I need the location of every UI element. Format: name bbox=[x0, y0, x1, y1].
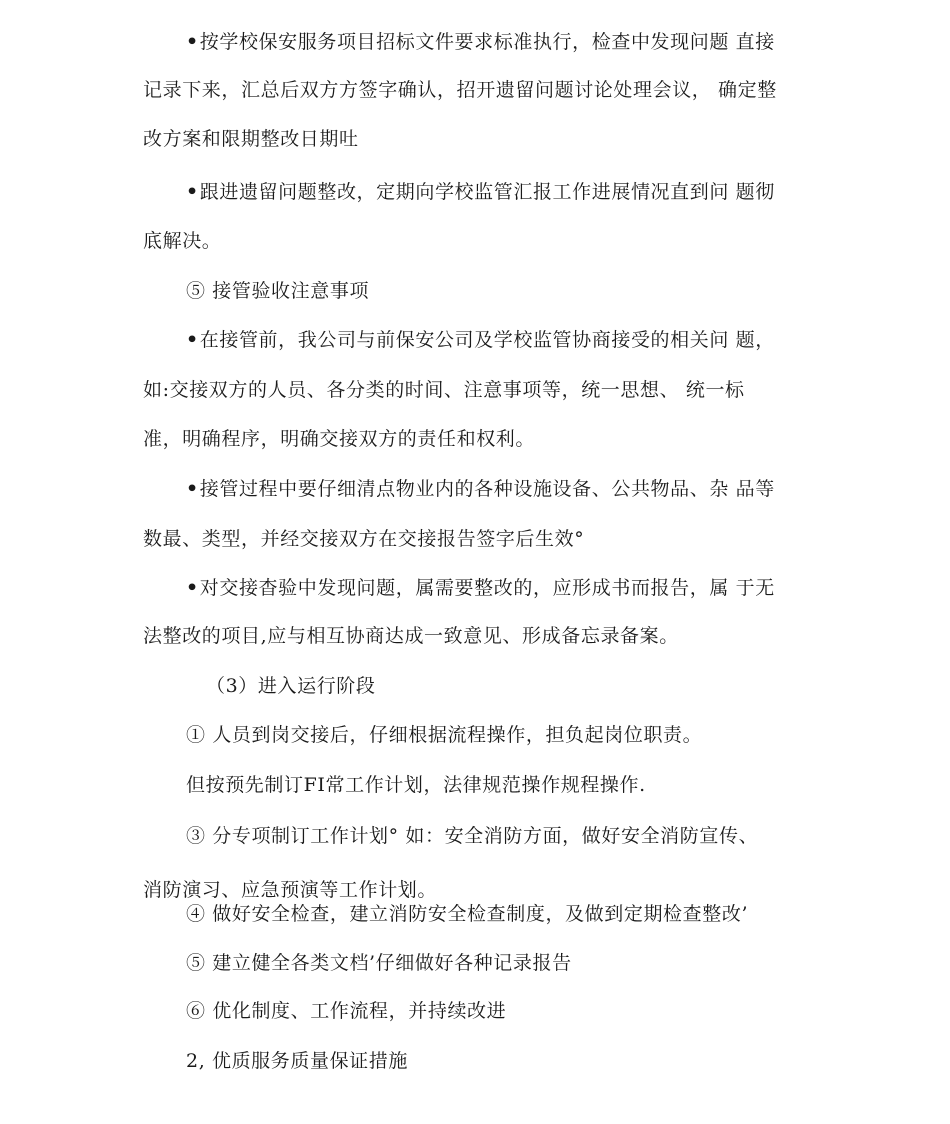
bullet-dot: • bbox=[186, 329, 199, 351]
paragraph-line bbox=[186, 477, 775, 501]
list-item: ③ 分专项制订工作计划° 如：安全消防方面，做好安全消防宣传、 bbox=[186, 825, 759, 847]
paragraph-line bbox=[186, 30, 775, 54]
list-item: ④ 做好安全检查，建立消防安全检查制度，及做到定期检查整改’ bbox=[186, 903, 749, 925]
bullet-dot: • bbox=[186, 31, 199, 53]
paragraph-text: 在接管前，我公司与前保安公司及学校监管协商接受的相关问 题， bbox=[199, 329, 775, 351]
paragraph-line: 底解决。 bbox=[143, 230, 222, 252]
paragraph-line bbox=[186, 576, 775, 600]
bullet-dot: • bbox=[186, 577, 199, 599]
paragraph-line: 数最、类型，并经交接双方在交接报告签字后生效° bbox=[143, 528, 585, 550]
paragraph-text: 接管过程中要仔细清点物业内的各种设施设备、公共物品、杂 品等 bbox=[199, 478, 775, 500]
list-item-continuation: 消防演习、应急预演等工作计划。 bbox=[143, 879, 438, 901]
paragraph-line: 改方案和限期整改日期吐 bbox=[143, 128, 359, 150]
paragraph-line: 法整改的项目,应与相互协商达成一致意见、形成备忘录备案。 bbox=[143, 625, 679, 647]
list-item: ⑥ 优化制度、工作流程，并持续改进 bbox=[186, 1000, 507, 1022]
paragraph-line: 准，明确程序，明确交接双方的责任和权利。 bbox=[143, 428, 536, 450]
paragraph-text: 跟进遗留问题整改，定期向学校监管汇报工作进展情况直到问 题彻 bbox=[199, 181, 775, 203]
section-heading: （3）进入运行阶段 bbox=[206, 675, 376, 697]
list-item: 但按预先制订FI常工作计划，法律规范操作规程操作. bbox=[186, 774, 646, 796]
list-item: ① 人员到岗交接后，仔细根据流程操作，担负起岗位职责。 bbox=[186, 724, 703, 746]
paragraph-line bbox=[186, 180, 775, 204]
subsection-heading: ⑤ 接管验收注意事项 bbox=[186, 280, 370, 302]
paragraph-line: 记录下来，汇总后双方方签字确认，招开遗留问题讨论处理会议， 确定整 bbox=[143, 79, 777, 101]
paragraph-line: 如:交接双方的人员、各分类的时间、注意事项等，统一思想、 统一标 bbox=[143, 379, 745, 401]
paragraph-line bbox=[186, 328, 775, 352]
paragraph-text: 按学校保安服务项目招标文件要求标准执行，检查中发现问题 直接 bbox=[199, 31, 775, 53]
list-item: ⑤ 建立健全各类文档’仔细做好各种记录报告 bbox=[186, 952, 572, 974]
bullet-dot: • bbox=[186, 478, 199, 500]
bullet-dot: • bbox=[186, 181, 199, 203]
section-heading: 2, 优质服务质量保证措施 bbox=[186, 1050, 408, 1072]
paragraph-text: 对交接杳验中发现问题，属需要整改的，应形成书而报告，属 于无 bbox=[199, 577, 775, 599]
